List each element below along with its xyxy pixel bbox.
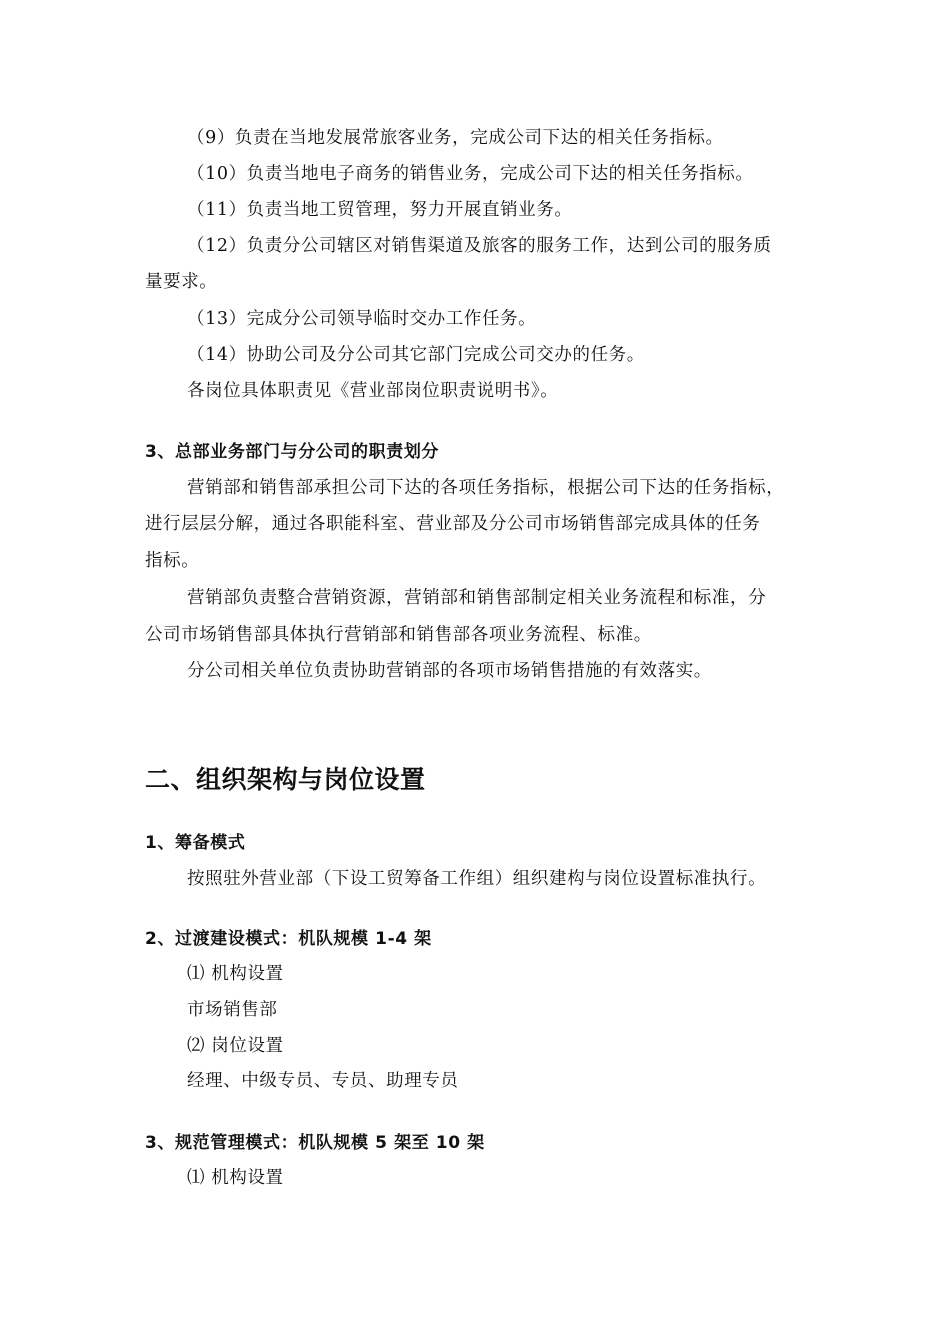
subsection-2-line: 市场销售部 — [187, 1000, 278, 1020]
subsection-2-line: 经理、中级专员、专员、助理专员 — [187, 1071, 459, 1091]
duty-item-11: （11）负责当地工贸管理，努力开展直销业务。 — [187, 200, 573, 220]
subsection-1-text: 按照驻外营业部（下设工贸筹备工作组）组织建构与岗位设置标准执行。 — [187, 869, 767, 889]
chapter-2-heading: 二、组织架构与岗位设置 — [145, 765, 426, 794]
para-line: 营销部和销售部承担公司下达的各项任务指标，根据公司下达的任务指标， — [187, 478, 785, 498]
duty-item-12-cont: 量要求。 — [145, 272, 218, 292]
subsection-2-line: ⑴ 机构设置 — [187, 964, 284, 984]
duty-item-12: （12）负责分公司辖区对销售渠道及旅客的服务工作，达到公司的服务质 — [187, 236, 772, 256]
duty-item-10: （10）负责当地电子商务的销售业务，完成公司下达的相关任务指标。 — [187, 164, 754, 184]
duty-item-14: （14）协助公司及分公司其它部门完成公司交办的任务。 — [187, 345, 645, 365]
duty-item-13: （13）完成分公司领导临时交办工作任务。 — [187, 309, 537, 329]
duty-item-9: （9）负责在当地发展常旅客业务，完成公司下达的相关任务指标。 — [187, 128, 724, 148]
section-3-heading: 3、总部业务部门与分公司的职责划分 — [145, 442, 440, 462]
subsection-2-line: ⑵ 岗位设置 — [187, 1036, 284, 1056]
duty-reference: 各岗位具体职责见《营业部岗位职责说明书》。 — [187, 381, 559, 401]
para-line: 营销部负责整合营销资源，营销部和销售部制定相关业务流程和标准，分 — [187, 588, 767, 608]
subsection-3-heading: 3、规范管理模式：机队规模 5 架至 10 架 — [145, 1133, 485, 1153]
subsection-2-heading: 2、过渡建设模式：机队规模 1-4 架 — [145, 929, 432, 949]
subsection-1-heading: 1、筹备模式 — [145, 833, 246, 853]
para-line: 指标。 — [145, 551, 200, 571]
para-line: 进行层层分解，通过各职能科室、营业部及分公司市场销售部完成具体的任务 — [145, 514, 761, 534]
para-line: 分公司相关单位负责协助营销部的各项市场销售措施的有效落实。 — [187, 661, 712, 681]
para-line: 公司市场销售部具体执行营销部和销售部各项业务流程、标准。 — [145, 625, 652, 645]
subsection-3-line: ⑴ 机构设置 — [187, 1168, 284, 1188]
